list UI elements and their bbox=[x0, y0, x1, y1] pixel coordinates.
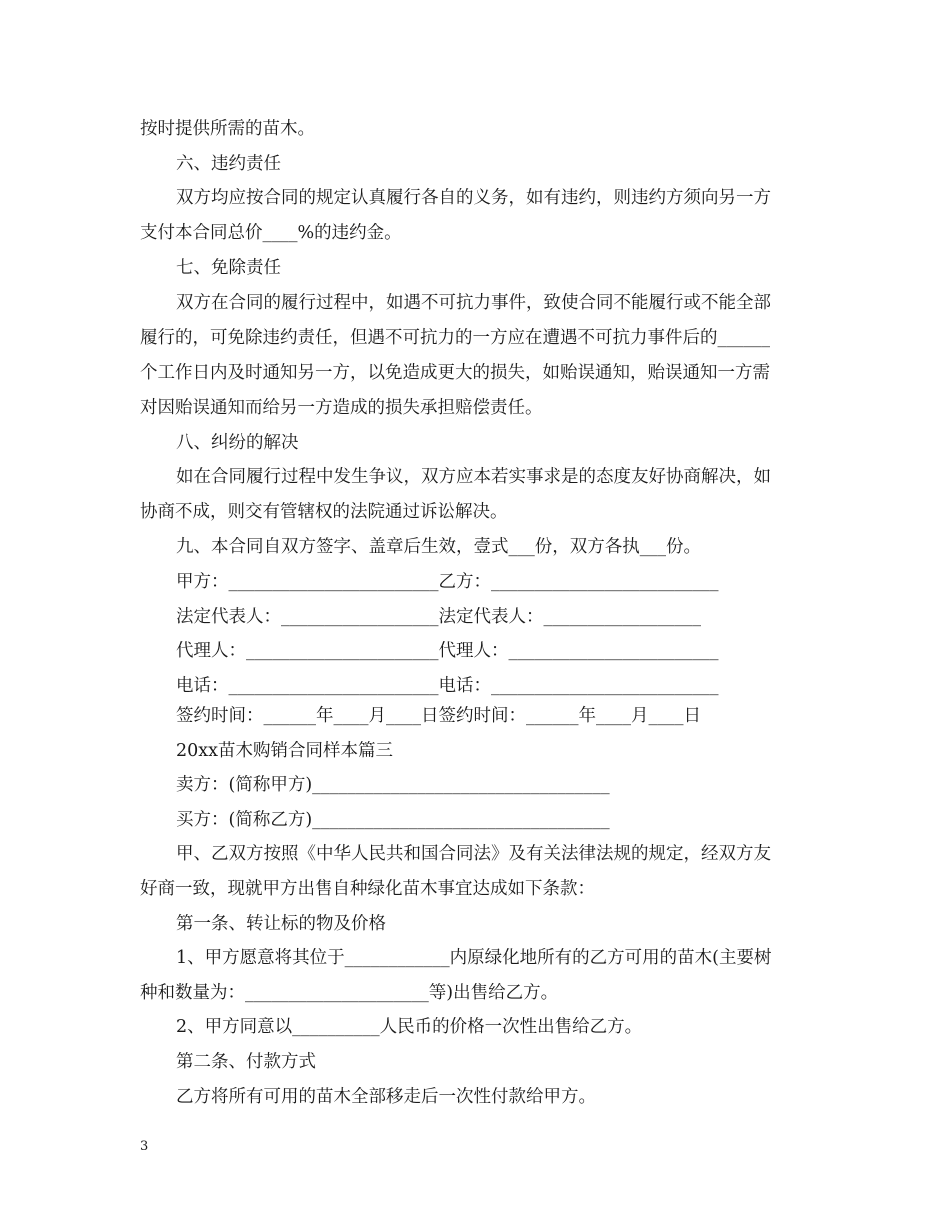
section-heading-dispute: 八、纠纷的解决 bbox=[176, 433, 299, 453]
paragraph-line: 好商一致，现就甲方出售自种绿化苗木事宜达成如下条款： bbox=[140, 879, 595, 899]
paragraph-line: 支付本合同总价____%的违约金。 bbox=[140, 223, 402, 243]
signature-phone-line: 电话：________________________电话：__________________________ bbox=[176, 676, 719, 696]
page-number: 3 bbox=[140, 1139, 149, 1154]
paragraph-line: 履行的，可免除违约责任，但遇不可抗力的一方应在遭遇不可抗力事件后的______ bbox=[140, 328, 770, 348]
paragraph-line: 种和数量为：_____________________等)出售给乙方。 bbox=[140, 983, 559, 1003]
paragraph-line: 个工作日内及时通知另一方，以免造成更大的损失，如贻误通知，贻误通知一方需 bbox=[140, 363, 770, 383]
signature-agent-line: 代理人：______________________代理人：________________________ bbox=[176, 641, 719, 661]
buyer-line: 买方：(简称乙方)__________________________________ bbox=[176, 810, 610, 830]
paragraph-line: 如在合同履行过程中发生争议，双方应本若实事求是的态度友好协商解决，如 bbox=[176, 467, 771, 487]
section-heading-breach: 六、违约责任 bbox=[176, 154, 281, 174]
signature-representative-line: 法定代表人：__________________法定代表人：__________________ bbox=[176, 607, 701, 627]
paragraph-line: 双方在合同的履行过程中，如遇不可抗力事件，致使合同不能履行或不能全部 bbox=[176, 293, 771, 313]
paragraph-line: 协商不成，则交有管辖权的法院通过诉讼解决。 bbox=[140, 502, 508, 522]
paragraph-line: 对因贻误通知而给另一方造成的损失承担赔偿责任。 bbox=[140, 398, 543, 418]
paragraph-line: 1、甲方愿意将其位于____________内原绿化地所有的乙方可用的苗木(主要树 bbox=[176, 948, 772, 968]
article-heading-payment: 第二条、付款方式 bbox=[176, 1052, 316, 1072]
signature-date-line: 签约时间：______年____月____日签约时间：______年____月____日 bbox=[176, 706, 701, 726]
paragraph-continuation: 按时提供所需的苗木。 bbox=[140, 119, 315, 139]
paragraph-line: 乙方将所有可用的苗木全部移走后一次性付款给甲方。 bbox=[176, 1087, 596, 1107]
section-heading-exemption: 七、免除责任 bbox=[176, 258, 281, 278]
clause-effective: 九、本合同自双方签字、盖章后生效，壹式___份，双方各执___份。 bbox=[176, 537, 701, 557]
paragraph-line: 甲、乙双方按照《中华人民共和国合同法》及有关法律法规的规定，经双方友 bbox=[176, 844, 771, 864]
paragraph-line: 2、甲方同意以__________人民币的价格一次性出售给乙方。 bbox=[176, 1017, 643, 1037]
seller-line: 卖方：(简称甲方)__________________________________ bbox=[176, 775, 610, 795]
contract-title: 20xx苗木购销合同样本篇三 bbox=[176, 741, 394, 761]
signature-party-line: 甲方：________________________乙方：__________________________ bbox=[176, 572, 719, 592]
article-heading-subject: 第一条、转让标的物及价格 bbox=[176, 914, 386, 934]
paragraph-line: 双方均应按合同的规定认真履行各自的义务，如有违约，则违约方须向另一方 bbox=[176, 188, 771, 208]
